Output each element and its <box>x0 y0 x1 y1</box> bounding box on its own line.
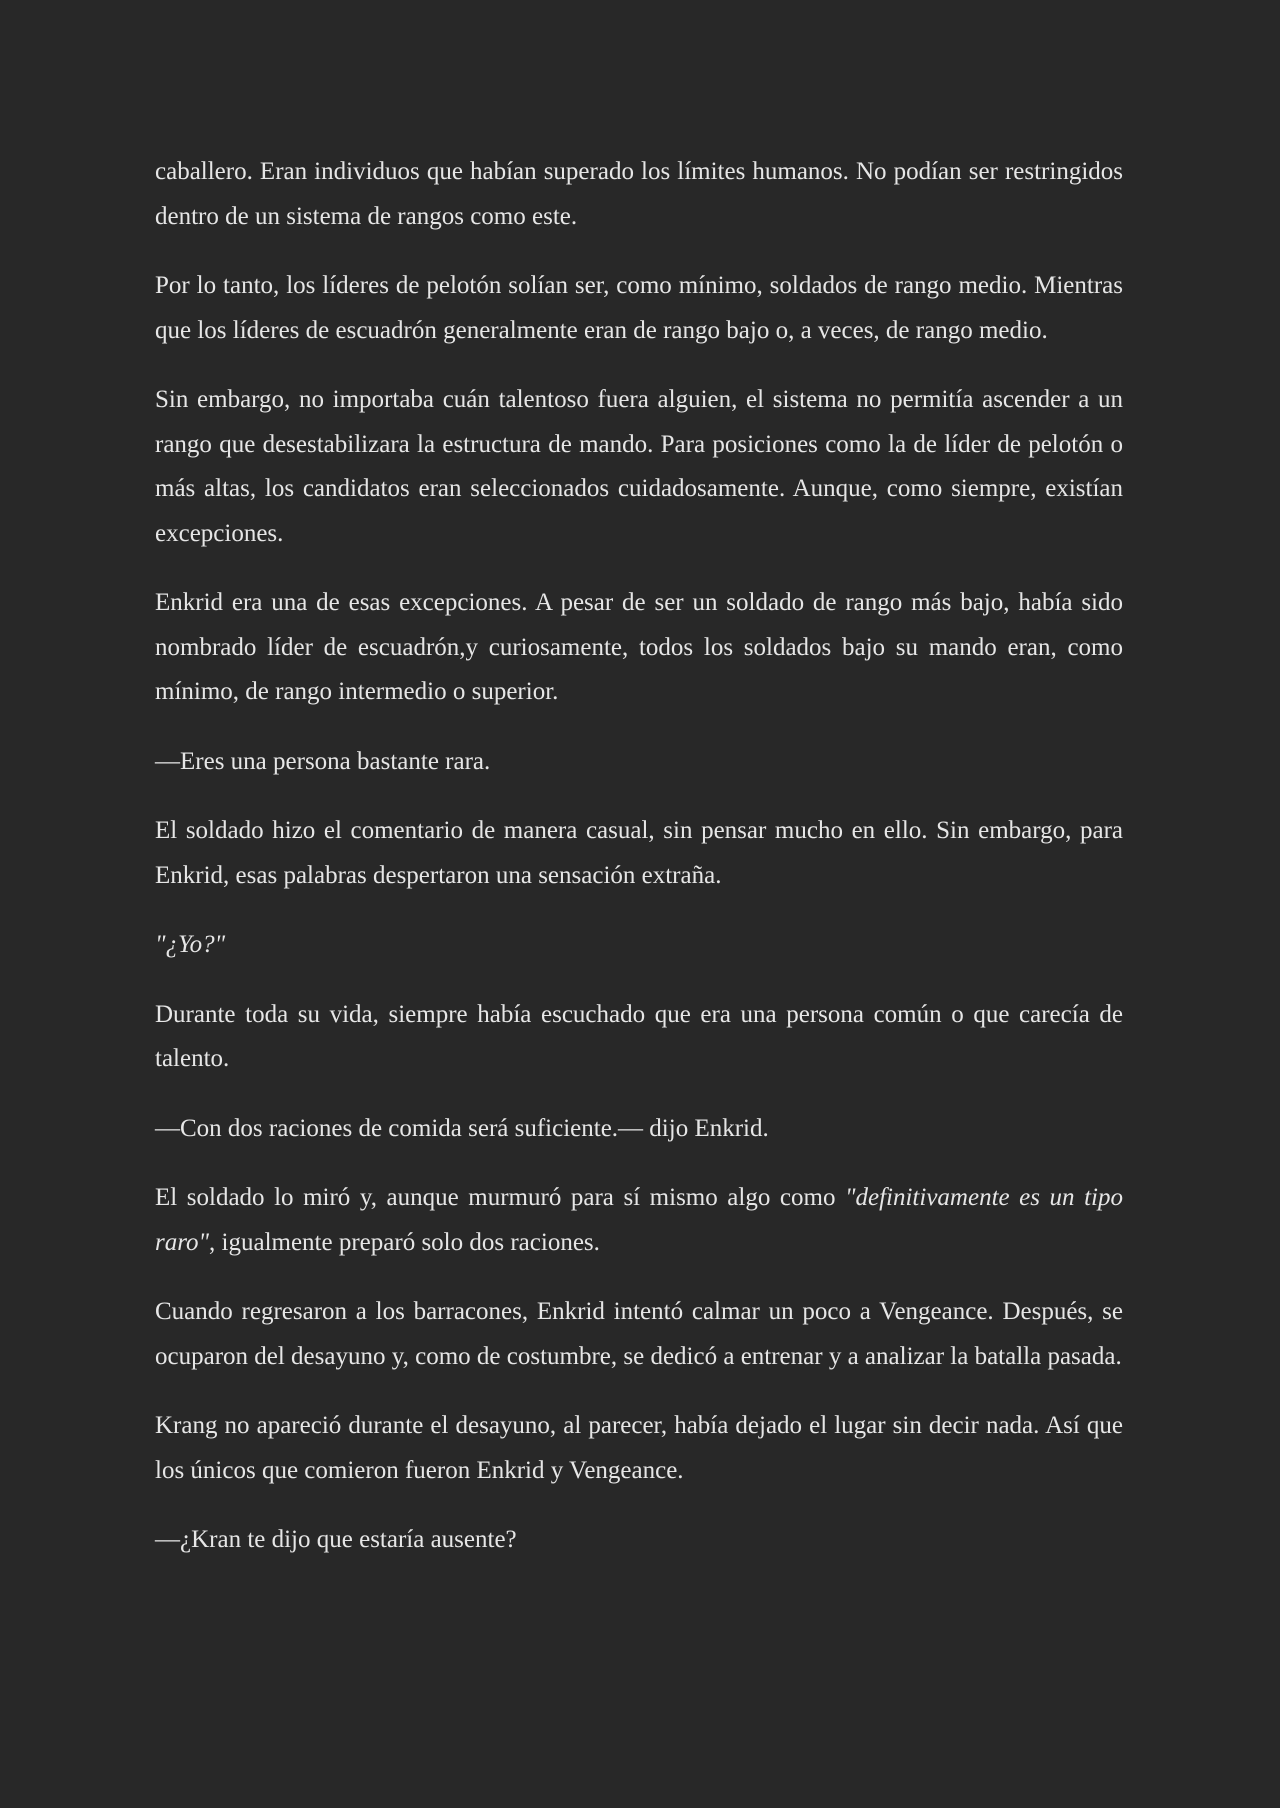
italic-thought: "¿Yo?" <box>155 931 226 958</box>
dialogue-paragraph: —Con dos raciones de comida será suficiente.— dijo Enkrid. <box>155 1114 769 1142</box>
thought-paragraph <box>155 923 1123 968</box>
paragraph <box>155 1176 1123 1265</box>
paragraph: caballero. Eran individuos que habían superado los límites humanos. No podían ser restringidos dentro de un sistema de rangos como este. <box>155 158 1123 230</box>
paragraph: Krang no apareció durante el desayuno, al parecer, había dejado el lugar sin decir nada. Así que los únicos que comieron fueron Enkrid y Vengeance. <box>155 1412 1123 1484</box>
paragraph: Durante toda su vida, siempre había escuchado que era una persona común o que carecía de talento. <box>155 1000 1123 1072</box>
chapter-text <box>155 150 1123 1588</box>
paragraph: Cuando regresaron a los barracones, Enkrid intentó calmar un poco a Vengeance. Después, se ocuparon del desayuno y, como de costumbre, se dedicó a entrenar y a analizar la batalla pasada. <box>155 1298 1123 1370</box>
paragraph: Por lo tanto, los líderes de pelotón solían ser, como mínimo, soldados de rango medio. Mientras que los líderes de escuadrón generalmente eran de rango bajo o, a veces, de rango medio. <box>155 272 1123 344</box>
text-span: , igualmente preparó solo dos raciones. <box>209 1228 600 1256</box>
paragraph: El soldado hizo el comentario de manera casual, sin pensar mucho en ello. Sin embargo, para Enkrid, esas palabras despertaron una sensación extraña. <box>155 817 1123 889</box>
paragraph: Enkrid era una de esas excepciones. A pesar de ser un soldado de rango más bajo, había sido nombrado líder de escuadrón,y curiosamente, todos los soldados bajo su mando eran, como mínimo, de rango intermedio o superior. <box>155 589 1123 705</box>
paragraph: Sin embargo, no importaba cuán talentoso fuera alguien, el sistema no permitía ascender a un rango que desestabilizara la estructura de mando. Para posiciones como la de líder de pelotón o más altas, los candidatos eran seleccionados cuidadosamente. Aunque, como siempre, existían excepciones. <box>155 386 1123 547</box>
italic-quote: "definitivamente es un tipo raro" <box>155 1184 1123 1256</box>
dialogue-paragraph: —¿Kran te dijo que estaría ausente? <box>155 1526 517 1553</box>
dialogue-paragraph: —Eres una persona bastante rara. <box>155 747 491 775</box>
text-span: El soldado lo miró y, aunque murmuró para sí mismo algo como <box>155 1184 845 1211</box>
